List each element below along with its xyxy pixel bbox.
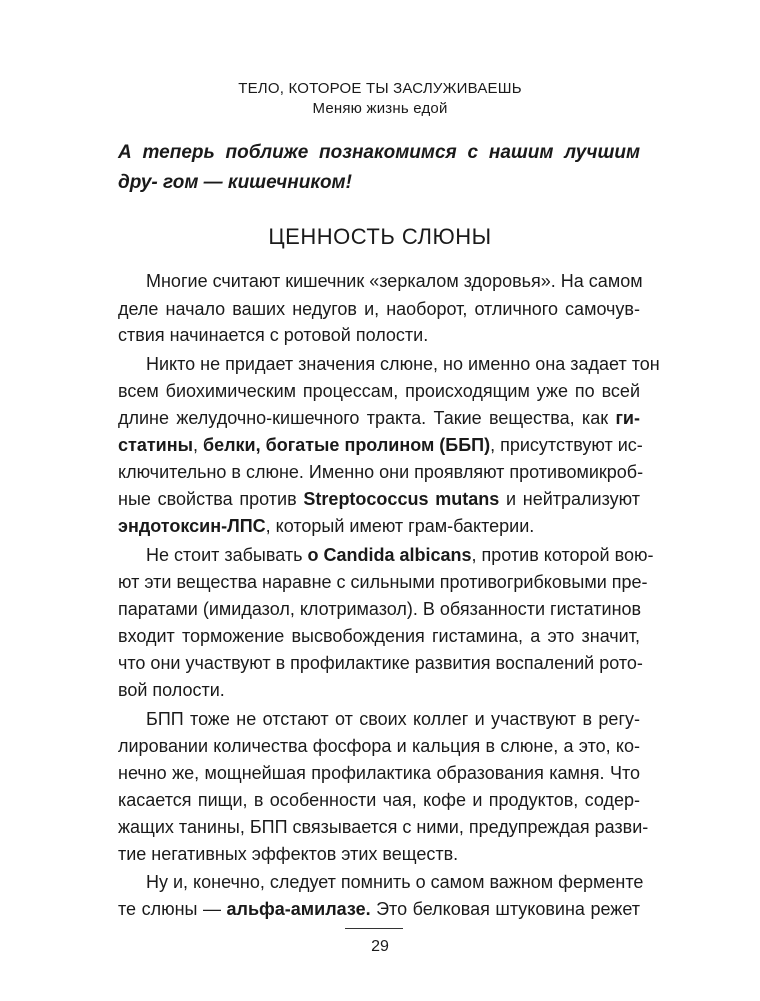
- bold-term: альфа-амилазе.: [226, 899, 371, 919]
- text-line: паратами (имидазол, клотримазол). В обязанности гистатинов: [118, 599, 642, 619]
- text-fragment: Не стоит забывать: [146, 545, 308, 565]
- text-fragment: и нейтрализуют: [499, 489, 640, 509]
- text-line: ключительно в слюне. Именно они проявляют противомикроб-: [118, 462, 644, 482]
- text-line: ствия начинается с ротовой полости.: [118, 325, 429, 345]
- text-line: что они участвуют в профилактике развития воспалений рото-: [118, 653, 643, 673]
- text-fragment: , против которой вою-: [471, 545, 654, 565]
- text-line: Многие считают кишечник «зеркалом здоровья». На самом: [146, 271, 643, 291]
- text-line: БПП тоже не отстают от своих коллег и участвуют в регу-: [146, 709, 640, 729]
- text-line: тие негативных эффектов этих веществ.: [118, 844, 459, 864]
- text-fragment: длине желудочно-кишечного тракта. Такие вещества, как: [118, 408, 616, 428]
- text-line: [118, 513, 640, 539]
- text-line: нечно же, мощнейшая профилактика образования камня. Что: [118, 763, 640, 783]
- text-line: [118, 432, 643, 458]
- text-fragment: , который имеют грам-бактерии.: [265, 516, 535, 536]
- text-line: [118, 486, 640, 512]
- text-line: лировании количества фосфора и кальция в слюне, а это, ко-: [118, 736, 640, 756]
- running-head-title: ТЕЛО, КОТОРОЕ ТЫ ЗАСЛУЖИВАЕШЬ: [238, 80, 522, 97]
- text-line: Никто не придает значения слюне, но именно она задает тон: [146, 354, 660, 374]
- footer-rule: [345, 928, 403, 929]
- bold-term: статины: [118, 435, 193, 455]
- text-fragment: ные свойства против: [118, 489, 304, 509]
- lead-line: гом — кишечником!: [163, 172, 352, 193]
- lead-paragraph: [118, 138, 640, 198]
- text-line: [118, 405, 640, 431]
- text-line: деле начало ваших недугов и, наоборот, отличного самочув-: [118, 299, 640, 319]
- bold-term: эндотоксин-ЛПС: [118, 516, 266, 536]
- text-line: жащих танины, БПП связывается с ними, предупреждая разви-: [118, 817, 649, 837]
- text-fragment: ,: [192, 435, 203, 455]
- text-fragment: , присутствуют ис-: [490, 435, 643, 455]
- text-line: вой полости.: [118, 680, 225, 700]
- running-head-subtitle: Меняю жизнь едой: [312, 100, 448, 117]
- text-line: касается пищи, в особенности чая, кофе и продуктов, содер-: [118, 790, 640, 810]
- page-number: 29: [371, 938, 389, 955]
- bold-term: ги-: [615, 408, 640, 428]
- text-line: [118, 896, 640, 922]
- bold-term: белки, богатые пролином (ББП): [202, 435, 491, 455]
- section-title: ЦЕННОСТЬ СЛЮНЫ: [268, 224, 492, 249]
- text-fragment: Это белковая штуковина режет: [370, 899, 640, 919]
- bold-term: о Candida albicans: [307, 545, 472, 565]
- text-fragment: те слюны —: [118, 899, 227, 919]
- text-line: [146, 542, 654, 568]
- lead-line: А теперь поближе познакомимся с нашим лучшим дру-: [118, 142, 640, 193]
- text-line: Ну и, конечно, следует помнить о самом важном ферменте: [146, 872, 644, 892]
- bold-term: Streptococcus mutans: [303, 489, 500, 509]
- text-line: всем биохимическим процессам, происходящим уже по всей: [118, 381, 640, 401]
- text-line: ют эти вещества наравне с сильными противогрибковыми пре-: [118, 572, 648, 592]
- text-line: входит торможение высвобождения гистамина, а это значит,: [118, 626, 640, 646]
